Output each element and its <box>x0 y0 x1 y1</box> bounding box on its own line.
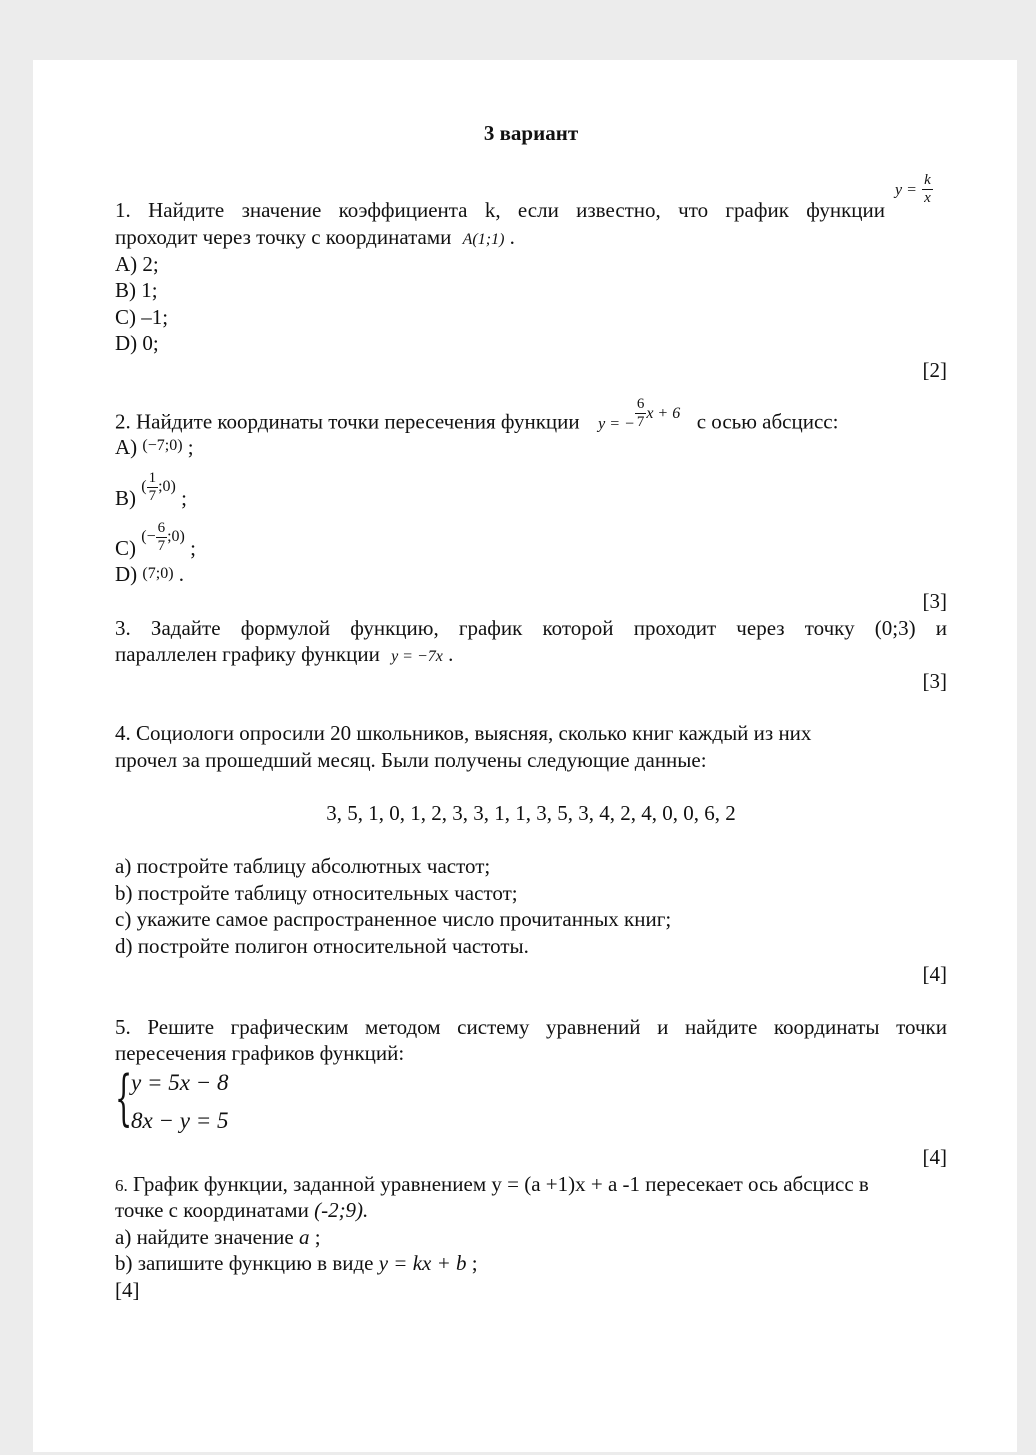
q4-line1: 4. Социологи опросили 20 школьников, выясняя, сколько книг каждый из них <box>115 721 812 745</box>
q2-opt-c-value <box>141 520 185 555</box>
q5-eq2: 8x − y = 5 <box>131 1108 229 1133</box>
q2-formula-num: 6 <box>636 396 645 412</box>
q2-opt-d-value: (7;0) <box>142 565 174 582</box>
system-brace: { <box>115 1063 133 1133</box>
q2-text-after: с осью абсцисс: <box>696 409 839 434</box>
q2-opt-c-den: 7 <box>157 538 166 554</box>
q6-item-a-end: ; <box>314 1225 321 1249</box>
q6-item-a-var: a <box>298 1225 310 1249</box>
q6-line2 <box>115 1197 947 1224</box>
q4-line2: прочел за прошедший месяц. Были получены следующие данные: <box>115 748 707 772</box>
q2-opt-c-pre: (− <box>141 528 156 546</box>
q2-formula-pre: y = − <box>598 415 635 433</box>
q2-opt-c-fraction <box>156 520 168 555</box>
q2-opt-a-end: ; <box>187 435 194 459</box>
q1-point-end: . <box>509 225 515 249</box>
q2-formula-fraction <box>635 396 647 431</box>
q6-item-b-text: b) запишите функцию в виде <box>115 1251 374 1275</box>
q1-formula-num: k <box>924 172 931 188</box>
q1-option-b: B) 1; <box>115 278 158 302</box>
q6-item-b-formula: y = kx + b <box>378 1251 467 1275</box>
q3-line2 <box>115 641 947 671</box>
page-title: 3 вариант <box>483 121 579 145</box>
q2-option-b <box>115 470 947 519</box>
document-page <box>33 60 1017 1452</box>
q3-score: [3] <box>922 669 947 693</box>
q4-item-b: b) постройте таблицу относительных частот; <box>115 881 518 905</box>
q6-item-a <box>115 1224 947 1251</box>
q1-option-d: D) 0; <box>115 331 159 355</box>
q2-formula-post: x + 6 <box>646 405 681 423</box>
q4-data: 3, 5, 1, 0, 1, 2, 3, 3, 1, 1, 3, 5, 3, 4, 2, 4, 0, 0, 6, 2 <box>326 801 736 825</box>
q2-opt-a-value: (−7;0) <box>142 437 183 454</box>
q6-item-b-end: ; <box>471 1251 478 1275</box>
q3-line2-text: параллелен графику функции <box>115 642 380 666</box>
q1-point: A(1;1) <box>462 231 505 248</box>
q1-option-a: A) 2; <box>115 252 159 276</box>
q6-point: (-2;9). <box>314 1198 369 1222</box>
q2-opt-b-end: ; <box>181 486 187 511</box>
q2-opt-b-den: 7 <box>148 488 157 504</box>
q3-line1: 3. Задайте формулой функцию, график которой проходит через точку (0;3) и <box>115 616 947 640</box>
q3-end: . <box>448 642 454 666</box>
q5-score: [4] <box>922 1145 947 1169</box>
q6-line1-text: График функции, заданной уравнением y = (a +1)x + a -1 пересекает ось абсцисс в <box>133 1172 869 1196</box>
q5-line1: 5. Решите графическим методом систему уравнений и найдите координаты точки <box>115 1015 947 1039</box>
q2-opt-b-value <box>141 470 176 505</box>
q2-text: 2. Найдите координаты точки пересечения функции <box>115 409 580 434</box>
q2-opt-b-post: ;0) <box>158 478 176 496</box>
q2-opt-c-label: C) <box>115 536 136 561</box>
q6-line1 <box>115 1171 947 1200</box>
q5-system <box>115 1063 415 1138</box>
q5-eq1: y = 5x − 8 <box>131 1070 229 1095</box>
q4-item-d: d) постройте полигон относительной частоты. <box>115 934 529 958</box>
q2-score: [3] <box>922 589 947 613</box>
q5-line2: пересечения графиков функций: <box>115 1041 405 1065</box>
q1-line1: 1. Найдите значение коэффициента k, если известно, что график функции <box>115 198 885 222</box>
q2-opt-a-label: A) <box>115 435 138 459</box>
q6-item-b <box>115 1250 947 1277</box>
q6-score: [4] <box>115 1278 140 1302</box>
q2-formula-den: 7 <box>636 414 645 430</box>
q2-opt-b-fraction <box>147 470 159 505</box>
q1-line2-text: проходит через точку с координатами <box>115 225 452 249</box>
q2-opt-b-pre: ( <box>141 478 147 496</box>
q1-formula-den: x <box>924 190 931 206</box>
q4-item-a: a) постройте таблицу абсолютных частот; <box>115 854 491 878</box>
q6-item-a-text: a) найдите значение <box>115 1225 294 1249</box>
q1-formula-fraction <box>922 172 933 207</box>
q1-formula <box>895 172 955 207</box>
q1-line2 <box>115 224 947 254</box>
q2-opt-d-label: D) <box>115 562 138 586</box>
q2-opt-b-num: 1 <box>148 470 157 486</box>
q6-num: 6. <box>115 1176 128 1195</box>
q2-opt-c-num: 6 <box>157 520 166 536</box>
q1-formula-y: y = <box>895 181 917 199</box>
q1-option-c: C) –1; <box>115 305 169 329</box>
q4-score: [4] <box>922 962 947 986</box>
q3-formula: y = −7x <box>391 648 443 665</box>
q2-opt-c-post: ;0) <box>167 528 185 546</box>
q2-option-d <box>115 561 947 591</box>
q6-line2-text: точке с координатами <box>115 1198 309 1222</box>
q4-item-c: c) укажите самое распространенное число прочитанных книг; <box>115 907 672 931</box>
q2-opt-c-end: ; <box>190 536 196 561</box>
q2-option-a <box>115 434 947 464</box>
q2-opt-b-label: B) <box>115 486 136 511</box>
q1-score: [2] <box>922 358 947 382</box>
q2-opt-d-end: . <box>178 562 185 586</box>
